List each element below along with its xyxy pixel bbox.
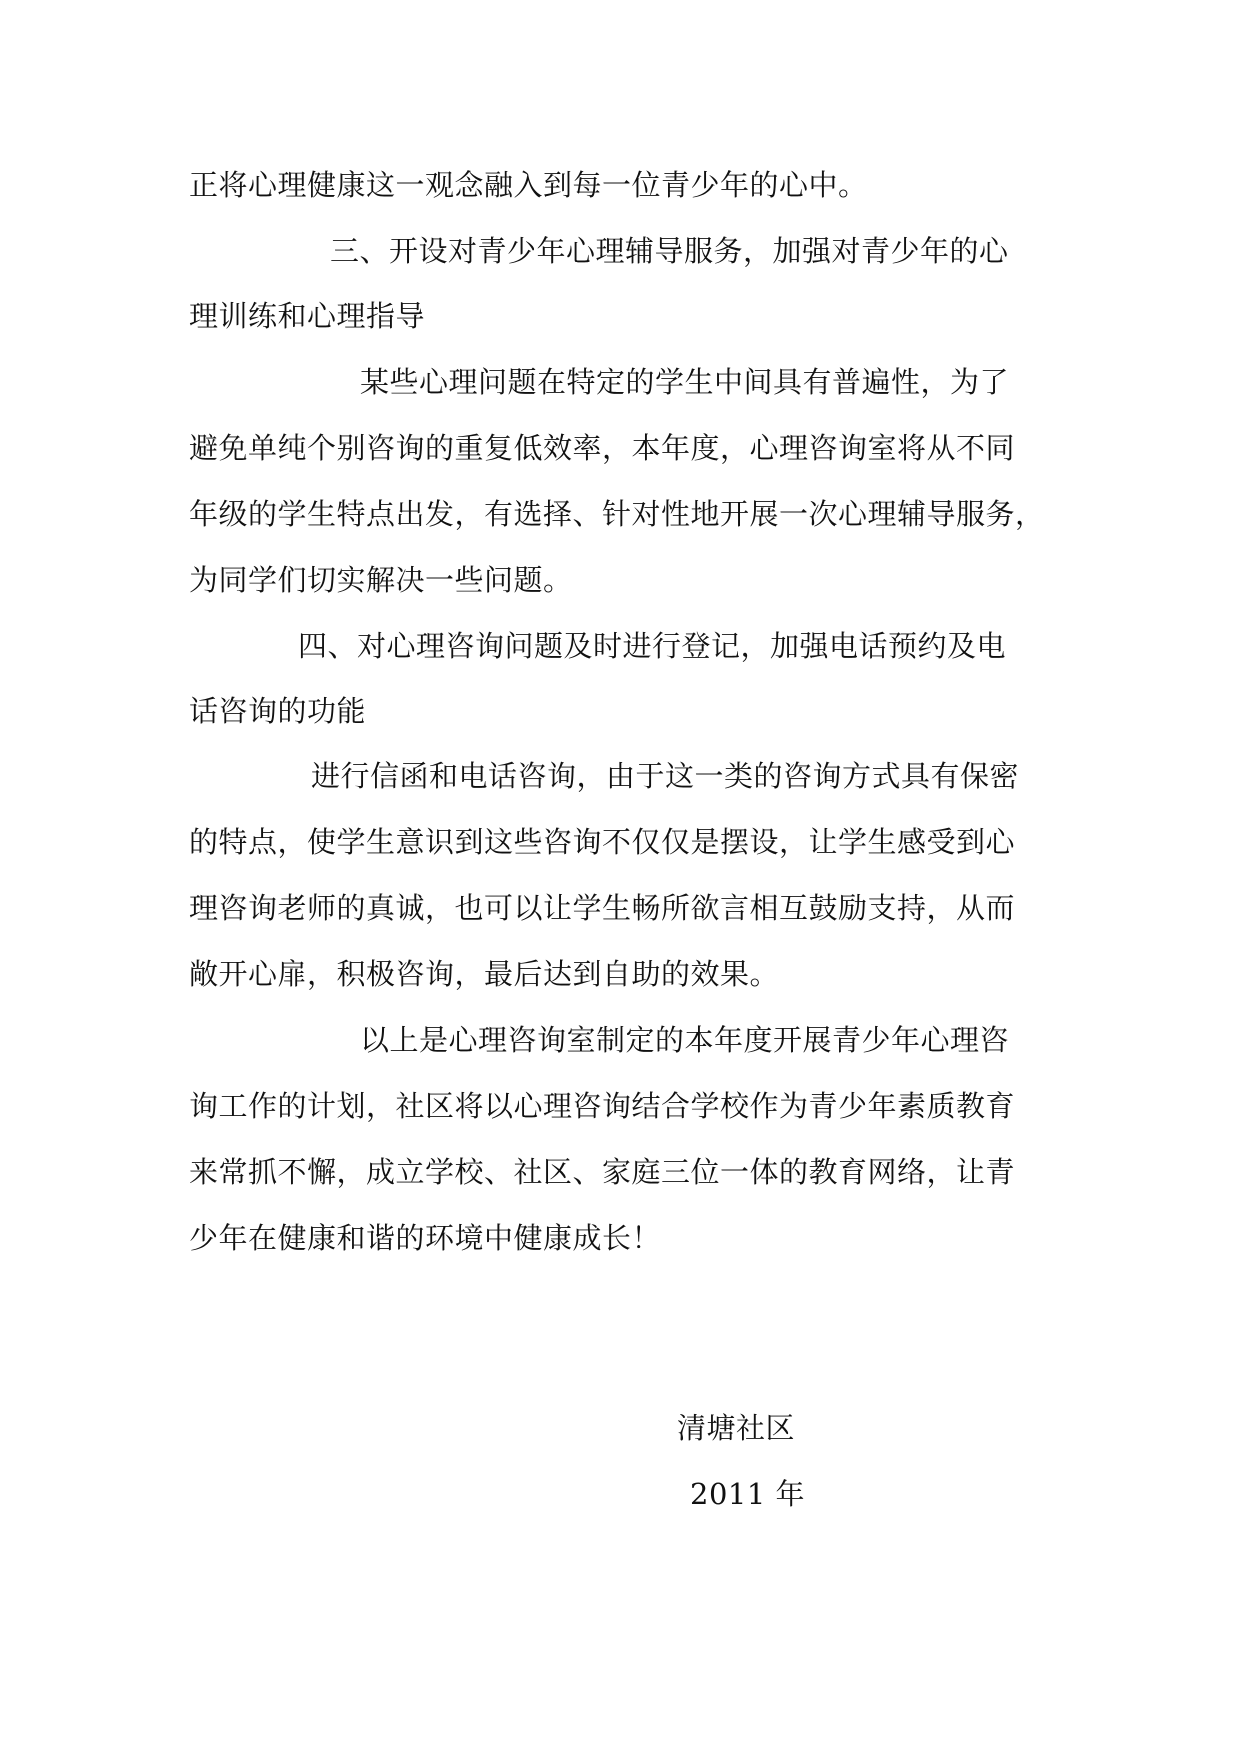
paragraph-line: 的特点，使学生意识到这些咨询不仅仅是摆设，让学生感受到心 [189,825,1016,859]
paragraph-line: 某些心理问题在特定的学生中间具有普遍性，为了 [360,365,1010,399]
section-heading-4-cont: 话咨询的功能 [189,694,367,728]
paragraph-line: 进行信函和电话咨询，由于这一类的咨询方式具有保密 [311,759,1020,793]
paragraph-line: 以上是心理咨询室制定的本年度开展青少年心理咨 [360,1023,1010,1057]
paragraph-line: 理咨询老师的真诚，也可以让学生畅所欲言相互鼓励支持，从而 [189,891,1016,925]
section-heading-3-cont: 理训练和心理指导 [189,299,426,333]
paragraph-line: 避免单纯个别咨询的重复低效率，本年度，心理咨询室将从不同 [189,431,1016,465]
section-heading-3: 三、开设对青少年心理辅导服务，加强对青少年的心 [330,234,1009,268]
signature-organization: 清塘社区 [677,1411,796,1445]
paragraph-line: 少年在健康和谐的环境中健康成长！ [189,1221,662,1255]
paragraph-line: 正将心理健康这一观念融入到每一位青少年的心中。 [189,168,868,202]
section-heading-4: 四、对心理咨询问题及时进行登记，加强电话预约及电 [298,629,1007,663]
paragraph-line: 询工作的计划，社区将以心理咨询结合学校作为青少年素质教育 [189,1089,1016,1123]
paragraph-line: 来常抓不懈，成立学校、社区、家庭三位一体的教育网络，让青 [189,1155,1016,1189]
paragraph-line: 为同学们切实解决一些问题。 [189,563,573,597]
paragraph-line: 年级的学生特点出发，有选择、针对性地开展一次心理辅导服务， [189,497,1045,531]
signature-year: 2011 年 [690,1477,806,1511]
paragraph-line: 敞开心扉，积极咨询，最后达到自助的效果。 [189,957,780,991]
